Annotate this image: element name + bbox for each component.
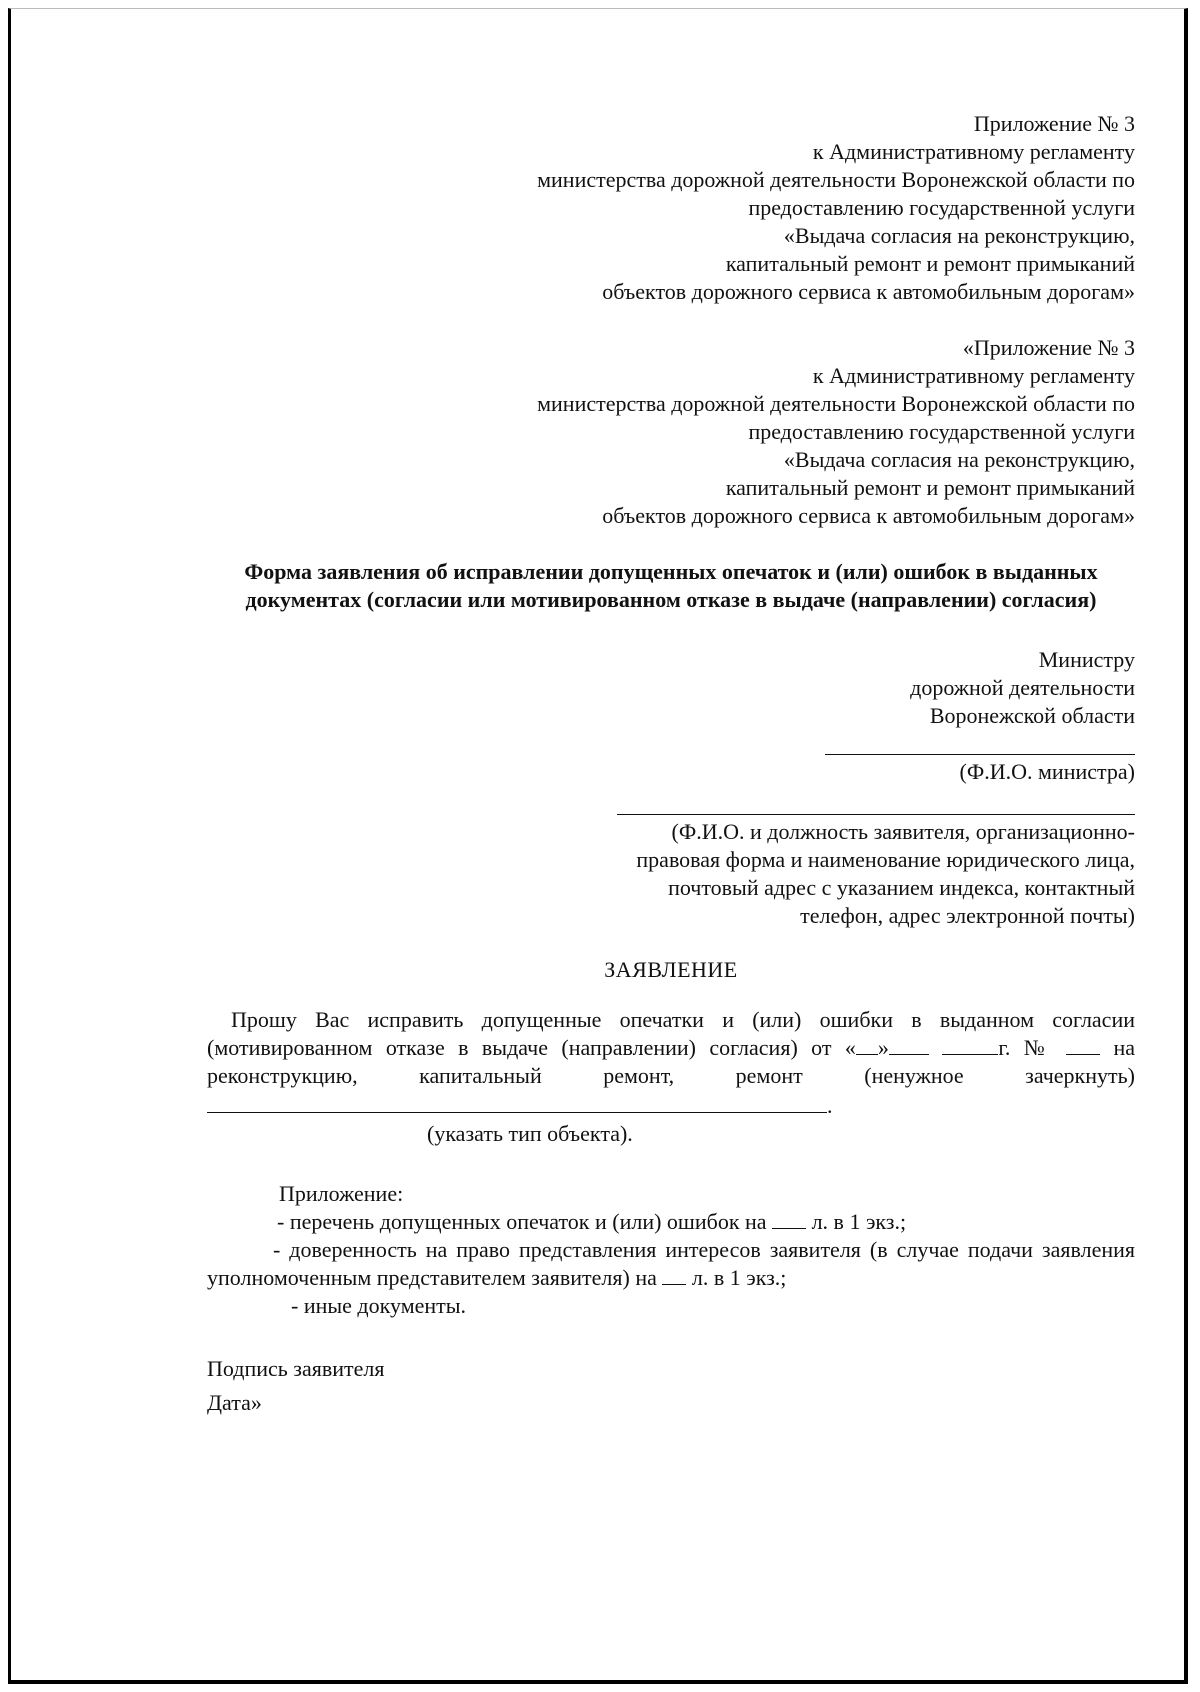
- signature-block: [207, 1352, 1135, 1420]
- statement-heading: ЗАЯВЛЕНИЕ: [604, 957, 738, 982]
- header-1-line: министерства дорожной деятельности Воронежской области по: [537, 167, 1135, 192]
- day-field[interactable]: [856, 1036, 878, 1055]
- form-title: [207, 558, 1135, 614]
- header-block-2: [207, 334, 1135, 530]
- appendix-title: Приложение:: [279, 1181, 404, 1206]
- addressee-line: дорожной деятельности: [910, 675, 1135, 700]
- appendix-item-3: - иные документы.: [291, 1293, 467, 1318]
- number-field[interactable]: [1066, 1036, 1100, 1055]
- date-label: Дата»: [207, 1390, 262, 1415]
- minister-caption: (Ф.И.О. министра): [959, 759, 1135, 784]
- applicant-caption: [207, 818, 1135, 930]
- header-2-line: капитальный ремонт и ремонт примыканий: [725, 475, 1135, 500]
- header-2-line: объектов дорожного сервиса к автомобильным дорогам»: [602, 503, 1135, 528]
- body-line-1: Прошу Вас исправить допущенные опечатки и (или) ошибки в выданном согласии: [231, 1007, 1135, 1032]
- appendix-item-2-end: л. в 1 экз.;: [691, 1265, 787, 1290]
- object-line-end: .: [827, 1093, 833, 1118]
- header-1-line: к Административному регламенту: [812, 139, 1135, 164]
- spacer: [207, 306, 1135, 334]
- minister-name-line: [825, 753, 1135, 755]
- signature-label: Подпись заявителя: [207, 1356, 385, 1381]
- year-field[interactable]: [942, 1036, 998, 1055]
- appendix-item-1-sheets-field[interactable]: [772, 1210, 806, 1229]
- addressee-line: Воронежской области: [929, 703, 1135, 728]
- header-2-line: предоставлению государственной услуги: [748, 419, 1135, 444]
- header-1-line: Приложение № 3: [973, 111, 1135, 136]
- object-caption: (указать тип объекта).: [427, 1121, 633, 1146]
- document-page: [207, 110, 1135, 1420]
- body-line-2-end: на: [1113, 1035, 1136, 1060]
- month-field[interactable]: [889, 1036, 929, 1055]
- applicant-line: [617, 813, 1135, 815]
- header-block-1: [207, 110, 1135, 306]
- header-2-line: «Приложение № 3: [962, 335, 1135, 360]
- appendix-item-1: [277, 1208, 1135, 1236]
- form-title-line: Форма заявления об исправлении допущенных опечаток и (или) ошибок в выданных: [244, 559, 1098, 584]
- applicant-field[interactable]: [207, 794, 1135, 818]
- applicant-caption-line: телефон, адрес электронной почты): [800, 903, 1135, 928]
- appendix-item-1-text: - перечень допущенных опечаток и (или) ошибок на: [277, 1209, 767, 1234]
- appendix-item-2-sheets-field[interactable]: [662, 1266, 686, 1285]
- header-1-line: объектов дорожного сервиса к автомобильным дорогам»: [602, 279, 1135, 304]
- header-2-line: к Административному регламенту: [812, 363, 1135, 388]
- header-2-line: министерства дорожной деятельности Воронежской области по: [537, 391, 1135, 416]
- body-line-2-quote: »: [877, 1035, 889, 1060]
- applicant-caption-line: (Ф.И.О. и должность заявителя, организационно-: [671, 819, 1135, 844]
- statement-body: [207, 1006, 1135, 1148]
- body-line-3: реконструкцию, капитальный ремонт, ремонт (ненужное зачеркнуть): [207, 1063, 1135, 1088]
- object-type-line: [207, 1111, 827, 1113]
- addressee-block: [207, 646, 1135, 730]
- appendix-item-2-text: - доверенность на право представления интересов заявителя (в случае подачи заявления уполномоченным представителем заявителя) на: [207, 1237, 1135, 1290]
- header-1-line: капитальный ремонт и ремонт примыканий: [725, 251, 1135, 276]
- object-type-field[interactable]: [207, 1092, 1135, 1116]
- appendix-item-2: [207, 1236, 1135, 1292]
- body-line-2-text: (мотивированном отказе в выдаче (направлении) согласия) от «: [207, 1035, 856, 1060]
- header-1-line: предоставлению государственной услуги: [748, 195, 1135, 220]
- body-line-2: [207, 1034, 1135, 1062]
- body-line-2-year: г. №: [998, 1035, 1053, 1060]
- header-2-line: «Выдача согласия на реконструкцию,: [783, 447, 1135, 472]
- minister-name-field[interactable]: [207, 734, 1135, 758]
- appendix-block: [207, 1180, 1135, 1320]
- appendix-item-1-end: л. в 1 экз.;: [811, 1209, 907, 1234]
- header-1-line: «Выдача согласия на реконструкцию,: [783, 223, 1135, 248]
- addressee-line: Министру: [1038, 647, 1135, 672]
- applicant-caption-line: почтовый адрес с указанием индекса, контактный: [668, 875, 1135, 900]
- form-title-line: документах (согласии или мотивированном отказе в выдаче (направлении) согласия): [245, 587, 1097, 612]
- applicant-caption-line: правовая форма и наименование юридического лица,: [636, 847, 1135, 872]
